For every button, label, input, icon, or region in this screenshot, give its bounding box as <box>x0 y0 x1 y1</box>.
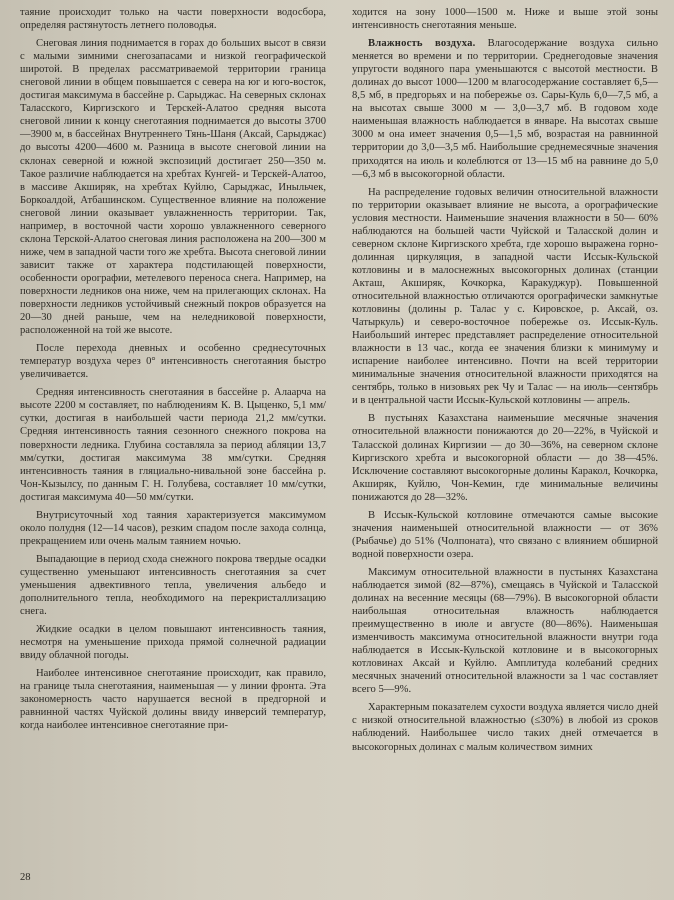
paragraph: Средняя интенсивность снеготаяния в бассейне р. Алаарча на высоте 2200 м составляет, по наблюдениям К. В. Цыценко, 5,1 мм/сутки, достигая в наибольшей части периода 21,2 мм/сутки. Средняя интенсивность таяния сезонного снежного покрова на поверхности ледника. Глубина составляла за период абляции 13,7 мм/сутки, достигая максимума 38 мм/сутки. Средняя интенсивность таяния в гляциально-нивальной зоне бассейна р. Чон-Кызылсу, по данным Г. Н. Голубева, составляет 10 мм/сутки, достигая максимума 40—50 мм/сутки. <box>20 387 326 503</box>
paragraph: Характерным показателем сухости воздуха является число дней с низкой относительной влажностью (≤30%) в любой из сроков наблюдений. Наибольшее число таких дней отмечается в высокогорных долинах с малым количеством зимних <box>352 702 658 753</box>
paragraph: Жидкие осадки в целом повышают интенсивность таяния, несмотря на уменьшение прихода прямой солнечной радиации ввиду облачной погоды. <box>20 624 326 662</box>
humidity-section <box>352 37 658 181</box>
paragraph: ходится на зону 1000—1500 м. Ниже и выше этой зоны интенсивность снеготаяния меньше. <box>352 7 658 32</box>
paragraph: Снеговая линия поднимается в горах до больших высот в связи с малыми зимними снегозапасами и низкой географической широтой. В пределах рассматриваемой территории граница снеговой линии в общем повышается с севера на юг и юго-восток, достигая максимума в бассейне р. Сарыджас. На северных склонах Таласского, Киргизского и Терскей-Алатоо средняя высота снеговой линии к концу снеготаяния поднимается до высоты 3700—3900 м, в бассейнах Внутреннего Тянь-Шаня (Аксай, Сарыджас) до высоты 4200—4600 м. Разница в высоте снеговой линии на склонах северной и южной экспозиций достигает 250—350 м. Такое различие наблюдается на хребтах Кунгей- и Терскей-Алатоо, в массиве Акширяк, на хребтах Куйлю, Сарыджас, Иныльчек, Боркоалдой, Атбашинском. Существенное влияние на положение снеговой линии оказывает увлажненность территории. Так, например, в восточной части хорошо увлажненного северного склона Терской-Алатоо снеговая линия расположена на 200—300 м ниже, чем в западной части того же хребта. Высота снеговой линии зависит также от характера подстилающей поверхности, особенности орографии, метелевого переноса снега. Например, на поверхности ледников она ниже, чем на прилегающих склонах. На поверхности ледников устойчивый снежный покров образуется на 20—30 дней раньше, чем на неледниковой поверхности, расположенной на той же высоте. <box>20 38 326 337</box>
left-column <box>20 6 326 737</box>
paragraph: Выпадающие в период схода снежного покрова твердые осадки существенно уменьшают интенсивность снеготаяния за счет уменьшения адвективного тепла, увеличения альбедо и дополнительного тепла, необходимого на перекристаллизацию снега. <box>20 553 326 618</box>
paragraph: После перехода дневных и особенно среднесуточных температур воздуха через 0° интенсивность снеготаяния быстро увеличивается. <box>20 343 326 381</box>
page-number: 28 <box>20 872 31 883</box>
section-text: Влагосодержание воздуха сильно меняется во времени и по территории. Среднегодовые значения упругости водяного пара уменьшаются с высотой местности. В долинах до высот 1000—1200 м влагосодержание составляет 6,5—8,5 мб, в предгорьях и на побережье оз. Сары-Куль 6,0—7,5 мб, а на высотах свыше 3000 м — 3,0—3,7 мб. В годовом ходе наименьшая влажность наблюдается в январе. На высотах свыше 3000 м она имеет значения 0,5—1,5 мб, возрастая на равнинной территории до 3,0—3,5 мб. Наибольшие среднемесячные значения приходятся на июль и колеблются от 13—15 мб на равнине до 5,0—6,3 мб в высокогорной области. <box>352 38 658 180</box>
paragraph: Наиболее интенсивное снеготаяние происходит, как правило, на границе тыла снеготаяния, наименьшая — у линии фронта. Эта закономерность часто нарушается весной в предгорной и равнинной частях Чуйской долины ввиду инверсий температур, когда наиболее интенсивное снеготаяние при- <box>20 668 326 732</box>
paragraph: В Иссык-Кульской котловине отмечаются самые высокие значения наименьшей относительной влажности — от 36% (Рыбачье) до 51% (Чолпоната), что связано с влиянием обширной водной поверхности озера. <box>352 509 658 560</box>
paragraph: Внутрисуточный ход таяния характеризуется максимумом около полудня (12—14 часов), резким спадом после захода солнца, прекращением или очень малым таянием ночью. <box>20 509 326 547</box>
right-column <box>352 6 658 759</box>
paragraph: Максимум относительной влажности в пустынях Казахстана наблюдается зимой (82—87%), смещаясь в Чуйской и Таласской долинах на весенние месяцы (68—79%). В высокогорной области наибольшая относительная влажность наблюдается преимущественно в июле и августе (80—86%). Наименьшая изменчивость максимума относительной влажности внутри года наблюдается в Иссык-Кульской котловине и в высокогорных котловинах Аксай и Куйлю. Амплитуда колебаний средних месячных значений относительной влажности за 1 час составляет всего 5—9%. <box>352 566 658 696</box>
paragraph: На распределение годовых величин относительной влажности по территории оказывает влияние не высота, а орографические условия местности. Наименьшие значения влажности в 50— 60% наблюдаются на большей части Чуйской и Таласской долин и северном склоне Киргизского хребта, где хорошо выражена горно-долинная циркуляция, в западной части Иссык-Кульской котловины и в малоснежных высокогорных долинах (станции Акташ, Акширяк, Кочкорка, Каракуджур). Повышенной относительной влажностью отличаются орографически замкнутые котловины (долины р. Талас у с. Кировское, р. Аксай, оз. Чатыркуль) и северо-восточное побережье оз. Иссык-Куль. Наибольший интерес представляет распределение относительной влажности в 13 час., когда ее значения близки к минимуму и испарение наиболее интенсивно. Почти на всей территории минимальные значения относительной влажности приходятся на сентябрь, только в низовьях рек Чу и Талас — на июль—сентябрь и в центральной части Иссык-Кульской котловины — апрель. <box>352 186 658 407</box>
section-heading: Влажность воздуха. <box>368 38 476 50</box>
paragraph: таяние происходит только на части поверхности водосбора, определяя растянутость летнего половодья. <box>20 7 326 32</box>
paragraph: В пустынях Казахстана наименьшие месячные значения относительной влажности понижаются до 20—22%, в Чуйской и Таласской долинах Киргизии — до 30—36%, на северном склоне Киргизского хребта и высокогорной области — до 38—45%. Исключение составляют высокогорные долины Каракол, Кочкорка, Акширяк, Куйлю, Чон-Кемин, где минимальные величины понижаются до 28—32%. <box>352 413 658 503</box>
